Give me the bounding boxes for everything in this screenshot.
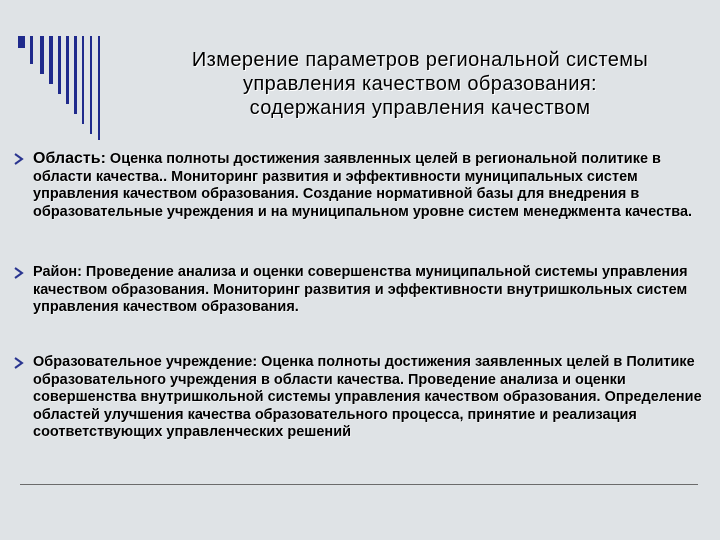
- list-item-body: Оценка полноты достижения заявленных целей в региональной политике в области качества.. Мониторинг развития и эффективности муниципальных систем управления качеством образования. Создание нормативной базы для внедрения в образовательные учреждения и на муниципальном уровне систем менеджмента качества.: [33, 151, 693, 220]
- chevron-right-icon: [12, 152, 26, 166]
- list-item-body: Район: Проведение анализа и оценки совершенства муниципальной системы управления качеством образования. Мониторинг развития и эффективности внутришкольных систем управления качеством образования.: [33, 264, 688, 315]
- list-item-body: Образовательное учреждение: Оценка полноты достижения заявленных целей в Политике образовательного учреждения в области качества. Проведение анализа и оценки совершенства внутришкольной системы управления качеством образования. Определение областей улучшения качества образовательного процесса, принятие и реализация соответствующих управленческих решений: [33, 354, 702, 440]
- list-item-text: [33, 354, 707, 442]
- list-item-text: [33, 264, 707, 317]
- slide-title: [130, 48, 710, 120]
- bottom-divider: [20, 484, 698, 485]
- chevron-right-icon: [12, 356, 26, 370]
- chevron-right-icon: [12, 266, 26, 280]
- list-item-text: [33, 150, 707, 221]
- title-line-1: Измерение параметров региональной системы: [191, 49, 649, 71]
- title-line-2: управления качеством образования:: [242, 73, 598, 95]
- list-item-label: Область:: [33, 150, 106, 167]
- title-line-3: содержания управления качеством: [249, 97, 591, 119]
